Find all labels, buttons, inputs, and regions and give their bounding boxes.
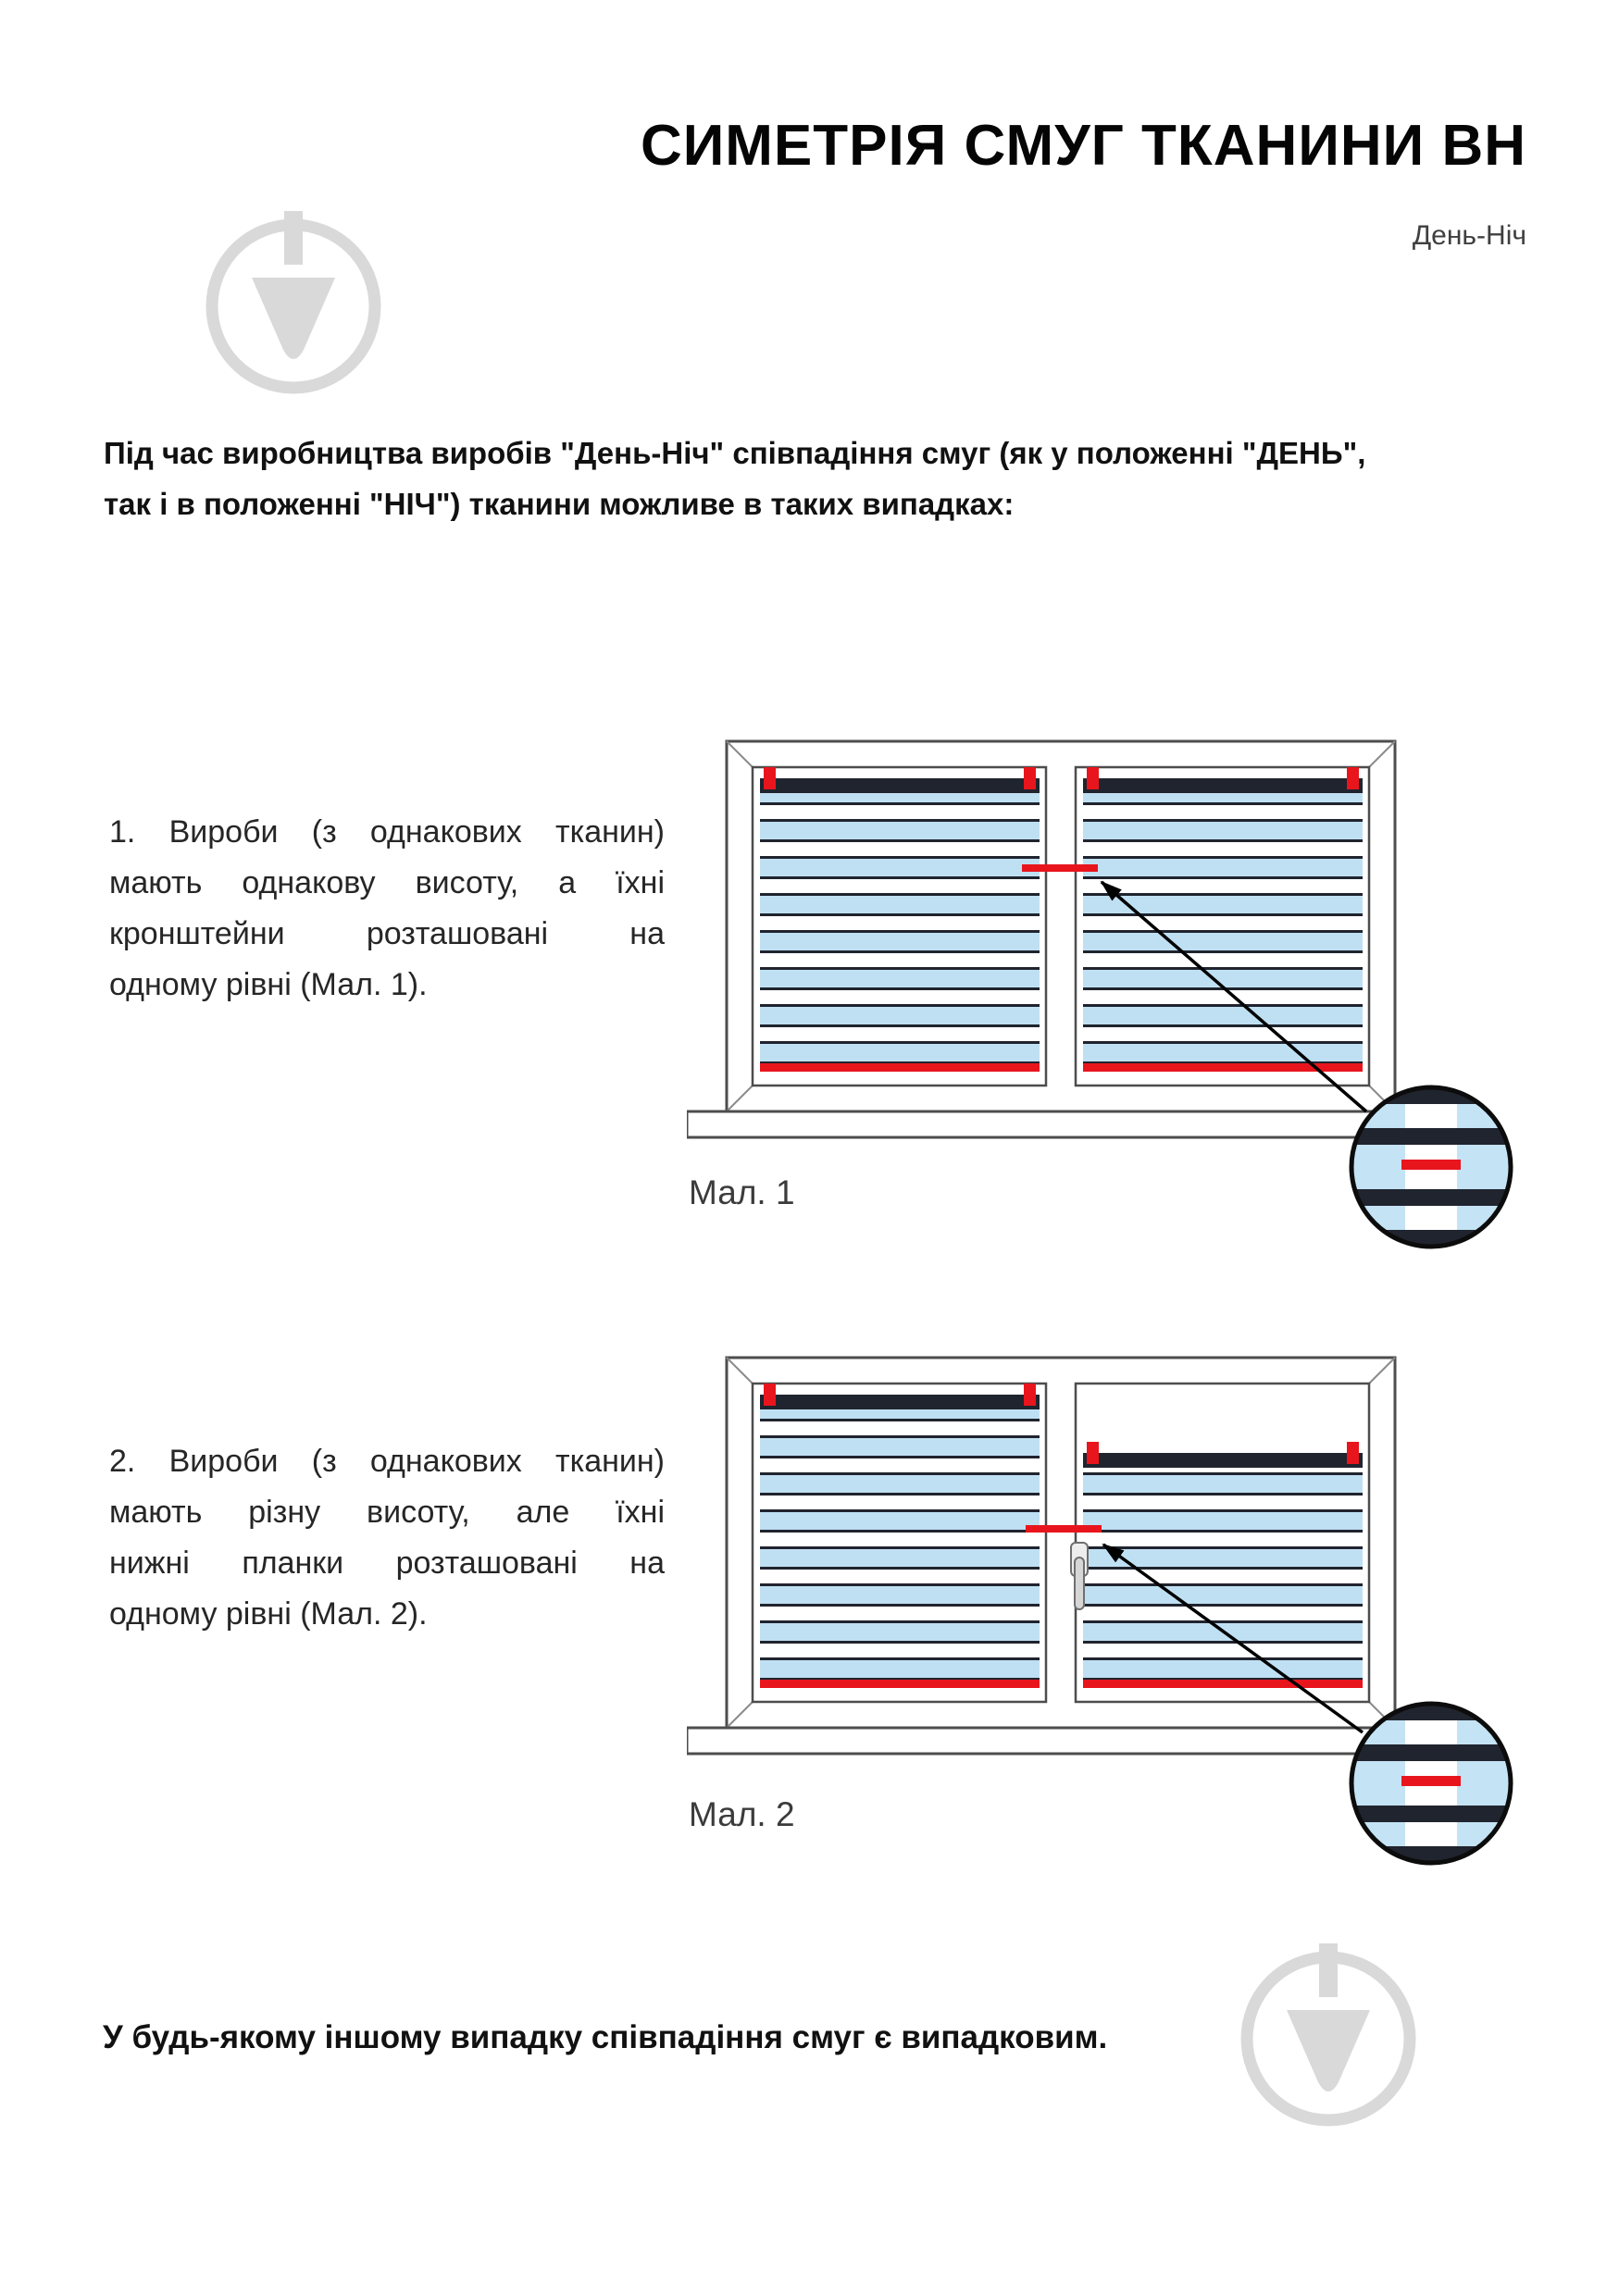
window-sill	[687, 1111, 1433, 1137]
window-sill	[687, 1728, 1433, 1754]
brand-logo-icon	[1233, 1943, 1424, 2134]
text-line: 1. Вироби (з однакових тканин)	[109, 814, 665, 850]
bottom-rail	[1083, 1680, 1363, 1688]
figure-caption: Мал. 2	[689, 1795, 795, 1833]
bracket-icon	[1024, 767, 1036, 789]
text-line: мають однакову висоту, а їхні	[109, 865, 665, 900]
bracket-icon	[1087, 1442, 1099, 1464]
magnifier-detail	[1350, 1702, 1513, 1865]
page-subtitle: День-Ніч	[1412, 220, 1526, 251]
magnifier-detail	[1350, 1086, 1513, 1248]
bracket-icon	[1024, 1384, 1036, 1406]
figure-1-illustration	[687, 736, 1520, 1259]
text-line: 2. Вироби (з однакових тканин)	[109, 1444, 665, 1479]
brand-watermark-bottom	[1233, 1943, 1424, 2139]
figure-caption: Мал. 1	[689, 1173, 795, 1211]
bracket-icon	[1347, 767, 1359, 789]
bracket-icon	[1087, 767, 1099, 789]
item-2-text	[109, 1436, 665, 1640]
right-blind	[1083, 767, 1363, 1072]
bracket-icon	[764, 767, 776, 789]
text-line: одному рівні (Мал. 2).	[109, 1596, 428, 1632]
brand-watermark-top	[198, 211, 389, 406]
bottom-rail	[760, 1063, 1040, 1072]
left-blind	[760, 1384, 1040, 1688]
text-line: нижні планки розташовані на	[109, 1545, 665, 1581]
stripe-alignment-mark	[1026, 1525, 1102, 1533]
brand-logo-icon	[198, 211, 389, 402]
logo-stem	[284, 211, 303, 265]
bracket-icon	[1347, 1442, 1359, 1464]
logo-stem	[1319, 1943, 1338, 1997]
left-blind	[760, 767, 1040, 1072]
stripe-alignment-mark	[1022, 864, 1098, 872]
footer-note: У будь-якому іншому випадку співпадіння смуг є випадковим.	[103, 2019, 1108, 2055]
bracket-icon	[764, 1384, 776, 1406]
logo-plumb	[252, 278, 335, 359]
bottom-rail	[760, 1680, 1040, 1688]
text-line: одному рівні (Мал. 1).	[109, 967, 428, 1002]
text-line: мають різну висоту, але їхні	[109, 1495, 665, 1530]
item-1-text	[109, 807, 665, 1011]
text-line: кронштейни розташовані на	[109, 916, 665, 951]
intro-paragraph	[104, 428, 1566, 529]
intro-line: Під час виробництва виробів "День-Ніч" співпадіння смуг (як у положенні "ДЕНЬ",	[104, 436, 1366, 470]
intro-line: так і в положенні "НІЧ") тканини можливе в таких випадках:	[104, 487, 1015, 521]
figure-2-illustration	[687, 1352, 1520, 1875]
page-title: СИМЕТРІЯ СМУГ ТКАНИНИ ВН	[640, 114, 1526, 178]
right-blind	[1083, 1442, 1363, 1688]
logo-plumb	[1287, 2010, 1370, 2091]
